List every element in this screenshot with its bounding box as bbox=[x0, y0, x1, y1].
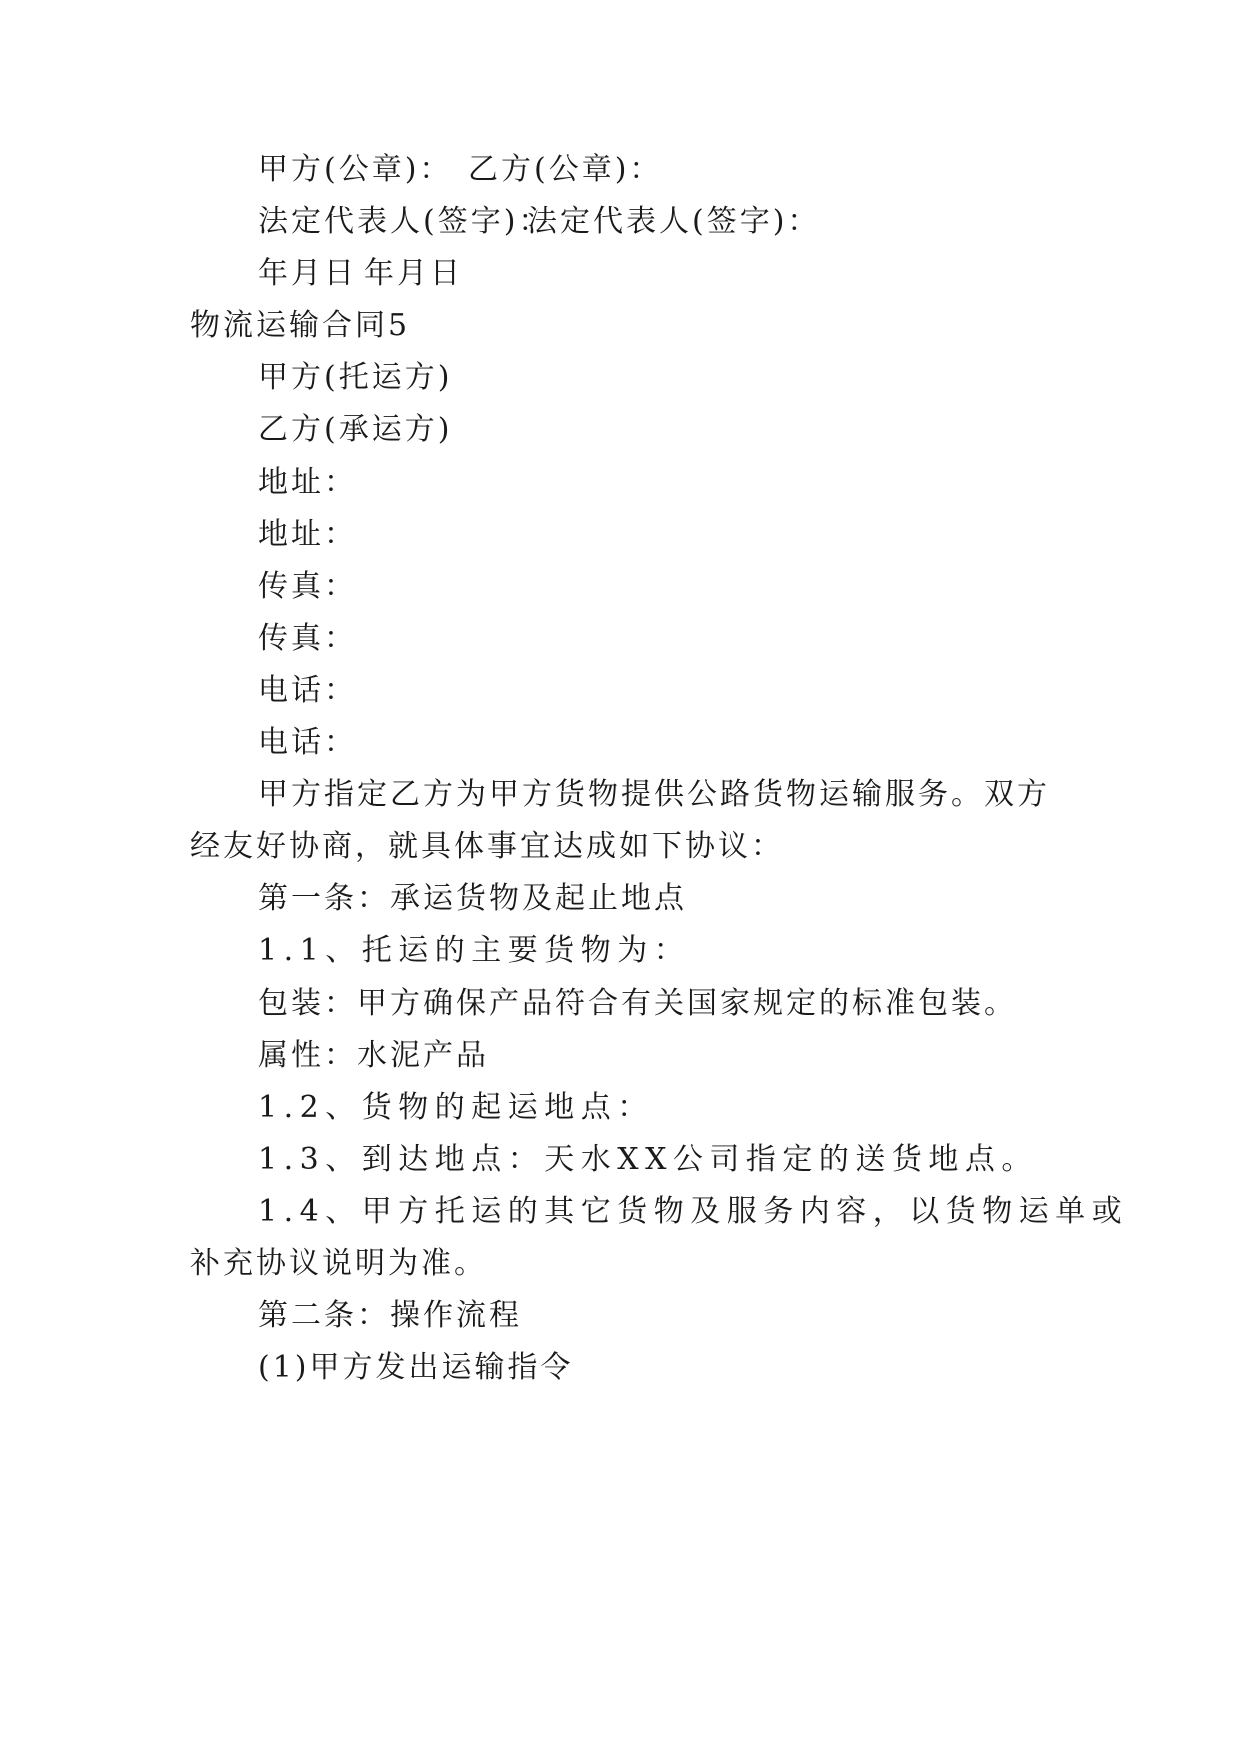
legal-rep-b-label: 法定代表人(签字)： bbox=[527, 204, 821, 239]
address-field-b: 地址： bbox=[258, 517, 357, 552]
article-2-heading: 第二条：操作流程 bbox=[258, 1298, 522, 1333]
article-1-item-1-2: 1.2、货物的起运地点： bbox=[258, 1090, 654, 1125]
legal-rep-a-label: 法定代表人(签字)： bbox=[258, 204, 552, 239]
article-1-item-1-1: 1.1、托运的主要货物为： bbox=[258, 933, 691, 968]
party-b-seal-label: 乙方(公章)： bbox=[468, 152, 663, 187]
article-1-item-1-4-line-2: 补充协议说明为准。 bbox=[190, 1246, 487, 1281]
phone-field-a: 电话： bbox=[258, 673, 357, 708]
article-1-item-1-3: 1.3、到达地点：天水XX公司指定的送货地点。 bbox=[258, 1142, 1038, 1177]
date-b-label: 年月日 bbox=[364, 256, 463, 291]
party-a-shipper: 甲方(托运方) bbox=[258, 360, 453, 395]
party-a-seal-label: 甲方(公章)： bbox=[258, 152, 453, 187]
party-b-carrier: 乙方(承运方) bbox=[258, 412, 453, 447]
article-1-item-1-4-line-1: 1.4、甲方托运的其它货物及服务内容，以货物运单或 bbox=[258, 1194, 1129, 1229]
article-1-heading: 第一条：承运货物及起止地点 bbox=[258, 881, 687, 916]
intro-paragraph-line-2: 经友好协商，就具体事宜达成如下协议： bbox=[190, 829, 784, 864]
fax-field-b: 传真： bbox=[258, 621, 357, 656]
intro-paragraph-line-1: 甲方指定乙方为甲方货物提供公路货物运输服务。双方 bbox=[258, 777, 1050, 812]
address-field-a: 地址： bbox=[258, 465, 357, 500]
fax-field-a: 传真： bbox=[258, 569, 357, 604]
contract-title: 物流运输合同5 bbox=[190, 308, 411, 343]
date-a-label: 年月日 bbox=[258, 256, 357, 291]
article-1-packaging: 包装：甲方确保产品符合有关国家规定的标准包装。 bbox=[258, 986, 1017, 1021]
article-2-step-1: (1)甲方发出运输指令 bbox=[258, 1350, 574, 1385]
article-1-attribute: 属性：水泥产品 bbox=[258, 1038, 489, 1073]
phone-field-b: 电话： bbox=[258, 725, 357, 760]
